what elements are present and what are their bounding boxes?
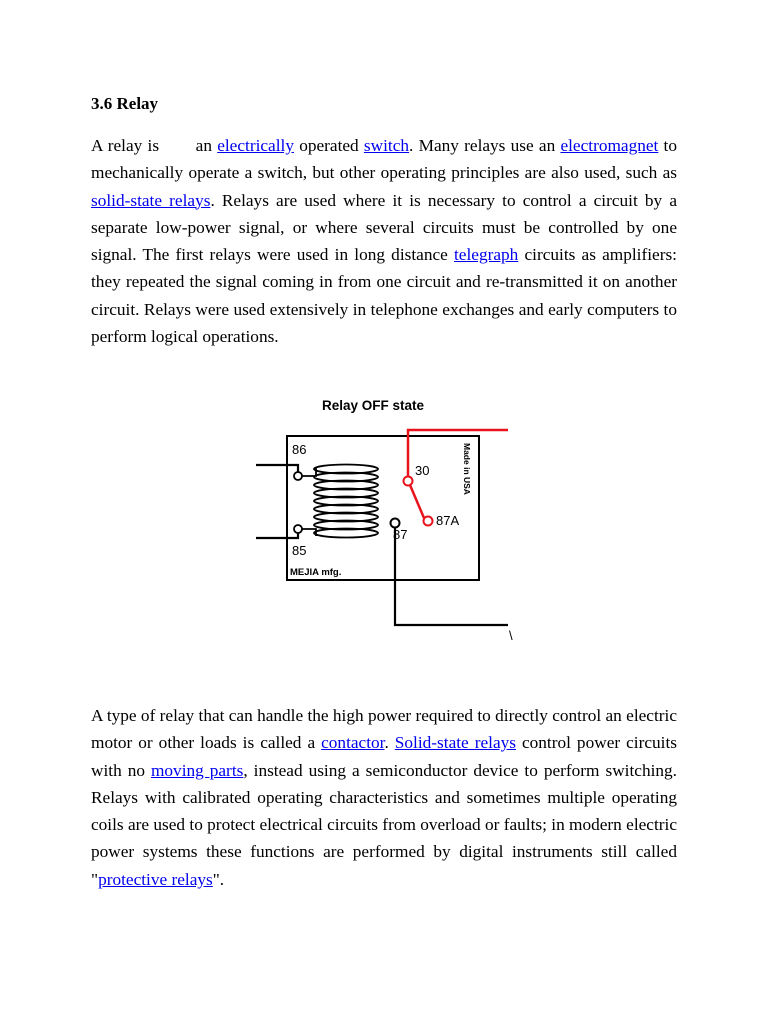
label-86: 86 bbox=[292, 442, 307, 457]
label-made-in-usa: Made in USA bbox=[462, 443, 472, 495]
label-85: 85 bbox=[292, 543, 307, 558]
text-run: A relay is an bbox=[91, 136, 218, 155]
text-run: control power circuits with no bbox=[91, 733, 677, 780]
link-switch[interactable]: switch bbox=[363, 136, 410, 155]
link-solid-state-relays[interactable]: solid-state relays bbox=[91, 190, 211, 210]
text-run: operated bbox=[293, 136, 364, 155]
link-telegraph[interactable]: telegraph bbox=[454, 245, 519, 265]
terminal-86 bbox=[294, 472, 302, 480]
label-maker: MEJIA mfg. bbox=[290, 567, 342, 578]
label-87a: 87A bbox=[436, 513, 460, 528]
text-run: , instead using a semiconductor device to perform switching. Relays with calibrated operating characteristics and sometimes multiple operating coils are used to protect electrical circuits from overload or faults; in modern electric power systems these functions are performed by digital instruments still called " bbox=[91, 760, 677, 889]
text-run: A type of relay that can handle the high power required to directly control an electric motor or other loads is called a bbox=[91, 706, 677, 753]
text-run: circuits as amplifiers: they repeated the signal coming in from one circuit and re-transmitted it on another circuit. Relays were used extensively in telephone exchanges and early computers to perform logical operations. bbox=[91, 245, 677, 347]
switch-arm bbox=[410, 485, 424, 518]
relay-diagram bbox=[250, 390, 540, 650]
wire-87-output bbox=[395, 528, 508, 625]
label-87: 87 bbox=[393, 527, 408, 542]
text-run: ". bbox=[212, 869, 225, 889]
terminal-87a bbox=[424, 517, 433, 526]
link-solid-state-relays-2[interactable]: Solid-state relays bbox=[394, 733, 516, 753]
link-protective-relays[interactable]: protective relays bbox=[98, 869, 213, 889]
terminal-85 bbox=[294, 525, 302, 533]
text-run: . Many relays use an bbox=[409, 136, 561, 155]
terminal-30 bbox=[404, 477, 413, 486]
link-electrically[interactable]: electrically bbox=[217, 136, 294, 155]
link-moving-parts[interactable]: moving parts bbox=[150, 760, 244, 780]
coil-wire-86 bbox=[256, 465, 298, 472]
section-heading: 3.6 Relay bbox=[91, 94, 159, 113]
label-30: 30 bbox=[415, 463, 430, 478]
text-run: . Relays are used where it is necessary to control a circuit by a separate low-power signal, or where several circuits must be controlled by one signal. The first relays were used in long distance bbox=[91, 190, 677, 265]
stray-mark: \ bbox=[509, 628, 513, 643]
text-run: to mechanically operate a switch, but other operating principles are also used, such as bbox=[91, 136, 677, 183]
link-electromagnet[interactable]: electromagnet bbox=[560, 136, 659, 155]
link-contactor[interactable]: contactor bbox=[321, 733, 385, 753]
paragraph-contactor bbox=[91, 702, 677, 893]
paragraph-intro bbox=[91, 132, 677, 350]
coil bbox=[314, 465, 378, 538]
diagram-title: Relay OFF state bbox=[322, 398, 425, 413]
coil-wire-85 bbox=[256, 533, 298, 538]
text-run: . bbox=[384, 733, 395, 753]
